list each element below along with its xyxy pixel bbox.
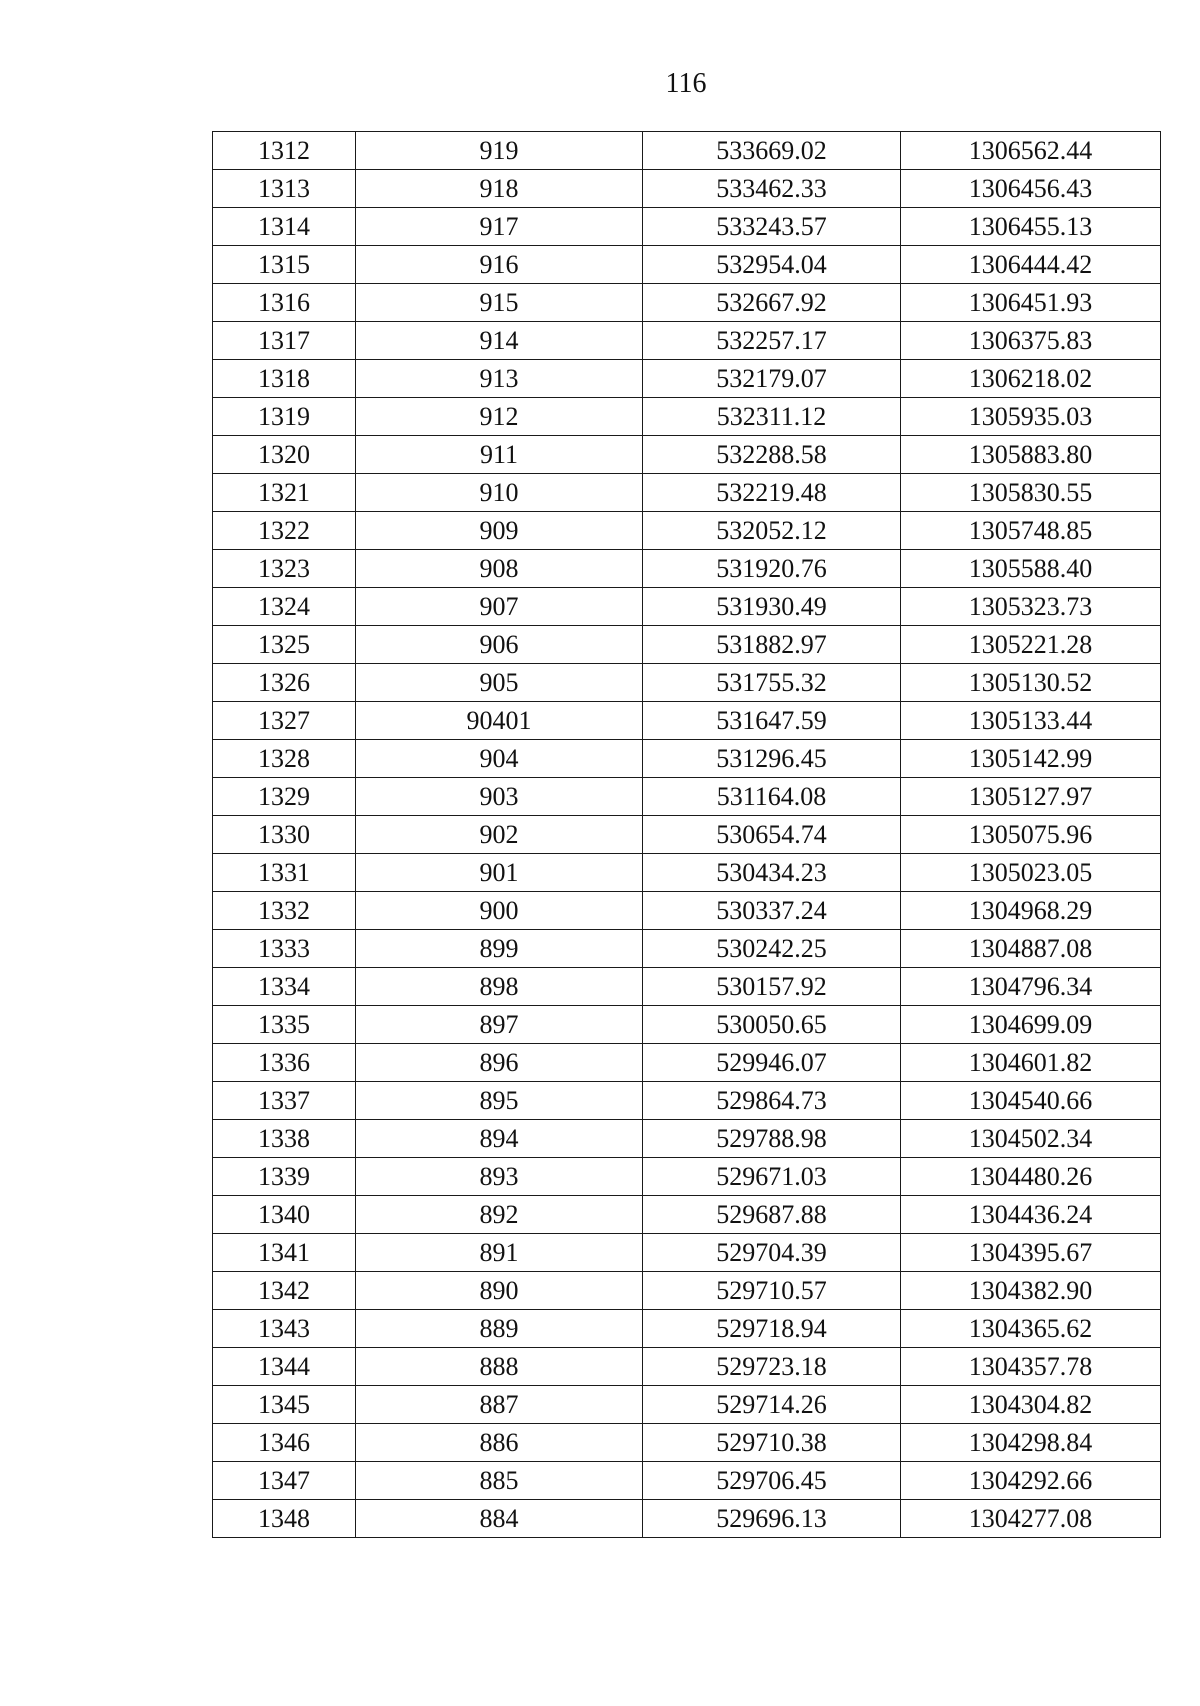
page-number: 116 <box>665 68 707 99</box>
row-number-cell: 1320 <box>213 436 356 474</box>
point-id-cell: 914 <box>356 322 643 360</box>
y-coordinate-cell: 1304601.82 <box>901 1044 1161 1082</box>
row-number-cell: 1334 <box>213 968 356 1006</box>
y-coordinate-cell: 1306456.43 <box>901 170 1161 208</box>
row-number-cell: 1333 <box>213 930 356 968</box>
row-number-cell: 1347 <box>213 1462 356 1500</box>
x-coordinate-cell: 532667.92 <box>643 284 901 322</box>
y-coordinate-cell: 1304304.82 <box>901 1386 1161 1424</box>
point-id-cell: 884 <box>356 1500 643 1538</box>
row-number-cell: 1339 <box>213 1158 356 1196</box>
x-coordinate-cell: 529687.88 <box>643 1196 901 1234</box>
table-row <box>213 1044 1161 1082</box>
table-row <box>213 968 1161 1006</box>
row-number-cell: 1315 <box>213 246 356 284</box>
point-id-cell: 900 <box>356 892 643 930</box>
point-id-cell: 901 <box>356 854 643 892</box>
row-number-cell: 1348 <box>213 1500 356 1538</box>
x-coordinate-cell: 532052.12 <box>643 512 901 550</box>
y-coordinate-cell: 1305075.96 <box>901 816 1161 854</box>
point-id-cell: 912 <box>356 398 643 436</box>
point-id-cell: 906 <box>356 626 643 664</box>
point-id-cell: 896 <box>356 1044 643 1082</box>
x-coordinate-cell: 529718.94 <box>643 1310 901 1348</box>
point-id-cell: 893 <box>356 1158 643 1196</box>
y-coordinate-cell: 1304365.62 <box>901 1310 1161 1348</box>
y-coordinate-cell: 1306444.42 <box>901 246 1161 284</box>
y-coordinate-cell: 1304382.90 <box>901 1272 1161 1310</box>
table-row <box>213 1462 1161 1500</box>
point-id-cell: 895 <box>356 1082 643 1120</box>
y-coordinate-cell: 1304292.66 <box>901 1462 1161 1500</box>
y-coordinate-cell: 1306455.13 <box>901 208 1161 246</box>
x-coordinate-cell: 533462.33 <box>643 170 901 208</box>
table-row <box>213 626 1161 664</box>
x-coordinate-cell: 529864.73 <box>643 1082 901 1120</box>
table-row <box>213 170 1161 208</box>
row-number-cell: 1316 <box>213 284 356 322</box>
x-coordinate-cell: 529706.45 <box>643 1462 901 1500</box>
row-number-cell: 1317 <box>213 322 356 360</box>
table-row <box>213 322 1161 360</box>
table-row <box>213 702 1161 740</box>
y-coordinate-cell: 1305221.28 <box>901 626 1161 664</box>
y-coordinate-cell: 1305133.44 <box>901 702 1161 740</box>
row-number-cell: 1341 <box>213 1234 356 1272</box>
y-coordinate-cell: 1306562.44 <box>901 132 1161 170</box>
x-coordinate-cell: 529710.57 <box>643 1272 901 1310</box>
table-row <box>213 398 1161 436</box>
point-id-cell: 898 <box>356 968 643 1006</box>
table-row <box>213 1120 1161 1158</box>
point-id-cell: 887 <box>356 1386 643 1424</box>
y-coordinate-cell: 1304298.84 <box>901 1424 1161 1462</box>
point-id-cell: 907 <box>356 588 643 626</box>
y-coordinate-cell: 1305023.05 <box>901 854 1161 892</box>
table-row <box>213 474 1161 512</box>
point-id-cell: 915 <box>356 284 643 322</box>
point-id-cell: 90401 <box>356 702 643 740</box>
y-coordinate-cell: 1305883.80 <box>901 436 1161 474</box>
x-coordinate-cell: 529671.03 <box>643 1158 901 1196</box>
y-coordinate-cell: 1304357.78 <box>901 1348 1161 1386</box>
row-number-cell: 1318 <box>213 360 356 398</box>
x-coordinate-cell: 529696.13 <box>643 1500 901 1538</box>
y-coordinate-cell: 1305588.40 <box>901 550 1161 588</box>
table-row <box>213 284 1161 322</box>
row-number-cell: 1324 <box>213 588 356 626</box>
y-coordinate-cell: 1306451.93 <box>901 284 1161 322</box>
x-coordinate-cell: 531296.45 <box>643 740 901 778</box>
table-row <box>213 1386 1161 1424</box>
row-number-cell: 1325 <box>213 626 356 664</box>
table-row <box>213 512 1161 550</box>
row-number-cell: 1330 <box>213 816 356 854</box>
point-id-cell: 916 <box>356 246 643 284</box>
x-coordinate-cell: 532311.12 <box>643 398 901 436</box>
table-row <box>213 1082 1161 1120</box>
table-row <box>213 1272 1161 1310</box>
y-coordinate-cell: 1305323.73 <box>901 588 1161 626</box>
table-row <box>213 930 1161 968</box>
y-coordinate-cell: 1305935.03 <box>901 398 1161 436</box>
x-coordinate-cell: 531755.32 <box>643 664 901 702</box>
table-row <box>213 550 1161 588</box>
point-id-cell: 899 <box>356 930 643 968</box>
row-number-cell: 1332 <box>213 892 356 930</box>
y-coordinate-cell: 1305830.55 <box>901 474 1161 512</box>
x-coordinate-cell: 532954.04 <box>643 246 901 284</box>
row-number-cell: 1323 <box>213 550 356 588</box>
point-id-cell: 909 <box>356 512 643 550</box>
x-coordinate-cell: 530157.92 <box>643 968 901 1006</box>
x-coordinate-cell: 532288.58 <box>643 436 901 474</box>
x-coordinate-cell: 530434.23 <box>643 854 901 892</box>
x-coordinate-cell: 531930.49 <box>643 588 901 626</box>
x-coordinate-cell: 531882.97 <box>643 626 901 664</box>
x-coordinate-cell: 530242.25 <box>643 930 901 968</box>
table-row <box>213 1348 1161 1386</box>
row-number-cell: 1329 <box>213 778 356 816</box>
y-coordinate-cell: 1304502.34 <box>901 1120 1161 1158</box>
row-number-cell: 1319 <box>213 398 356 436</box>
x-coordinate-cell: 531647.59 <box>643 702 901 740</box>
x-coordinate-cell: 529723.18 <box>643 1348 901 1386</box>
table-row <box>213 436 1161 474</box>
y-coordinate-cell: 1304887.08 <box>901 930 1161 968</box>
row-number-cell: 1336 <box>213 1044 356 1082</box>
table-row <box>213 854 1161 892</box>
x-coordinate-cell: 529710.38 <box>643 1424 901 1462</box>
row-number-cell: 1338 <box>213 1120 356 1158</box>
point-id-cell: 885 <box>356 1462 643 1500</box>
x-coordinate-cell: 530050.65 <box>643 1006 901 1044</box>
row-number-cell: 1337 <box>213 1082 356 1120</box>
row-number-cell: 1326 <box>213 664 356 702</box>
y-coordinate-cell: 1306218.02 <box>901 360 1161 398</box>
table-body <box>213 132 1161 1538</box>
point-id-cell: 889 <box>356 1310 643 1348</box>
row-number-cell: 1313 <box>213 170 356 208</box>
point-id-cell: 910 <box>356 474 643 512</box>
point-id-cell: 917 <box>356 208 643 246</box>
point-id-cell: 905 <box>356 664 643 702</box>
point-id-cell: 903 <box>356 778 643 816</box>
y-coordinate-cell: 1304395.67 <box>901 1234 1161 1272</box>
row-number-cell: 1331 <box>213 854 356 892</box>
point-id-cell: 902 <box>356 816 643 854</box>
y-coordinate-cell: 1304480.26 <box>901 1158 1161 1196</box>
row-number-cell: 1344 <box>213 1348 356 1386</box>
x-coordinate-cell: 530337.24 <box>643 892 901 930</box>
coordinate-table <box>212 131 1161 1538</box>
point-id-cell: 888 <box>356 1348 643 1386</box>
y-coordinate-cell: 1306375.83 <box>901 322 1161 360</box>
point-id-cell: 897 <box>356 1006 643 1044</box>
table-row <box>213 892 1161 930</box>
table-row <box>213 1424 1161 1462</box>
table-row <box>213 208 1161 246</box>
x-coordinate-cell: 533669.02 <box>643 132 901 170</box>
table-row <box>213 664 1161 702</box>
point-id-cell: 911 <box>356 436 643 474</box>
y-coordinate-cell: 1304968.29 <box>901 892 1161 930</box>
x-coordinate-cell: 529946.07 <box>643 1044 901 1082</box>
x-coordinate-cell: 532179.07 <box>643 360 901 398</box>
point-id-cell: 904 <box>356 740 643 778</box>
table-row <box>213 1234 1161 1272</box>
row-number-cell: 1322 <box>213 512 356 550</box>
y-coordinate-cell: 1305142.99 <box>901 740 1161 778</box>
x-coordinate-cell: 530654.74 <box>643 816 901 854</box>
y-coordinate-cell: 1304540.66 <box>901 1082 1161 1120</box>
y-coordinate-cell: 1305130.52 <box>901 664 1161 702</box>
point-id-cell: 894 <box>356 1120 643 1158</box>
table-row <box>213 740 1161 778</box>
y-coordinate-cell: 1305748.85 <box>901 512 1161 550</box>
point-id-cell: 908 <box>356 550 643 588</box>
row-number-cell: 1314 <box>213 208 356 246</box>
x-coordinate-cell: 531920.76 <box>643 550 901 588</box>
row-number-cell: 1343 <box>213 1310 356 1348</box>
x-coordinate-cell: 529704.39 <box>643 1234 901 1272</box>
table-row <box>213 1158 1161 1196</box>
table-row <box>213 1310 1161 1348</box>
table-row <box>213 1500 1161 1538</box>
point-id-cell: 892 <box>356 1196 643 1234</box>
x-coordinate-cell: 529788.98 <box>643 1120 901 1158</box>
table-row <box>213 1196 1161 1234</box>
point-id-cell: 891 <box>356 1234 643 1272</box>
x-coordinate-cell: 529714.26 <box>643 1386 901 1424</box>
row-number-cell: 1321 <box>213 474 356 512</box>
row-number-cell: 1342 <box>213 1272 356 1310</box>
x-coordinate-cell: 532219.48 <box>643 474 901 512</box>
y-coordinate-cell: 1304699.09 <box>901 1006 1161 1044</box>
table-row <box>213 246 1161 284</box>
row-number-cell: 1335 <box>213 1006 356 1044</box>
row-number-cell: 1345 <box>213 1386 356 1424</box>
x-coordinate-cell: 531164.08 <box>643 778 901 816</box>
point-id-cell: 918 <box>356 170 643 208</box>
table-row <box>213 360 1161 398</box>
table-row <box>213 816 1161 854</box>
y-coordinate-cell: 1305127.97 <box>901 778 1161 816</box>
row-number-cell: 1312 <box>213 132 356 170</box>
point-id-cell: 919 <box>356 132 643 170</box>
x-coordinate-cell: 532257.17 <box>643 322 901 360</box>
point-id-cell: 913 <box>356 360 643 398</box>
row-number-cell: 1346 <box>213 1424 356 1462</box>
point-id-cell: 886 <box>356 1424 643 1462</box>
y-coordinate-cell: 1304796.34 <box>901 968 1161 1006</box>
table-row <box>213 588 1161 626</box>
y-coordinate-cell: 1304277.08 <box>901 1500 1161 1538</box>
table-row <box>213 778 1161 816</box>
table-row <box>213 132 1161 170</box>
row-number-cell: 1328 <box>213 740 356 778</box>
y-coordinate-cell: 1304436.24 <box>901 1196 1161 1234</box>
x-coordinate-cell: 533243.57 <box>643 208 901 246</box>
point-id-cell: 890 <box>356 1272 643 1310</box>
row-number-cell: 1327 <box>213 702 356 740</box>
row-number-cell: 1340 <box>213 1196 356 1234</box>
table-row <box>213 1006 1161 1044</box>
